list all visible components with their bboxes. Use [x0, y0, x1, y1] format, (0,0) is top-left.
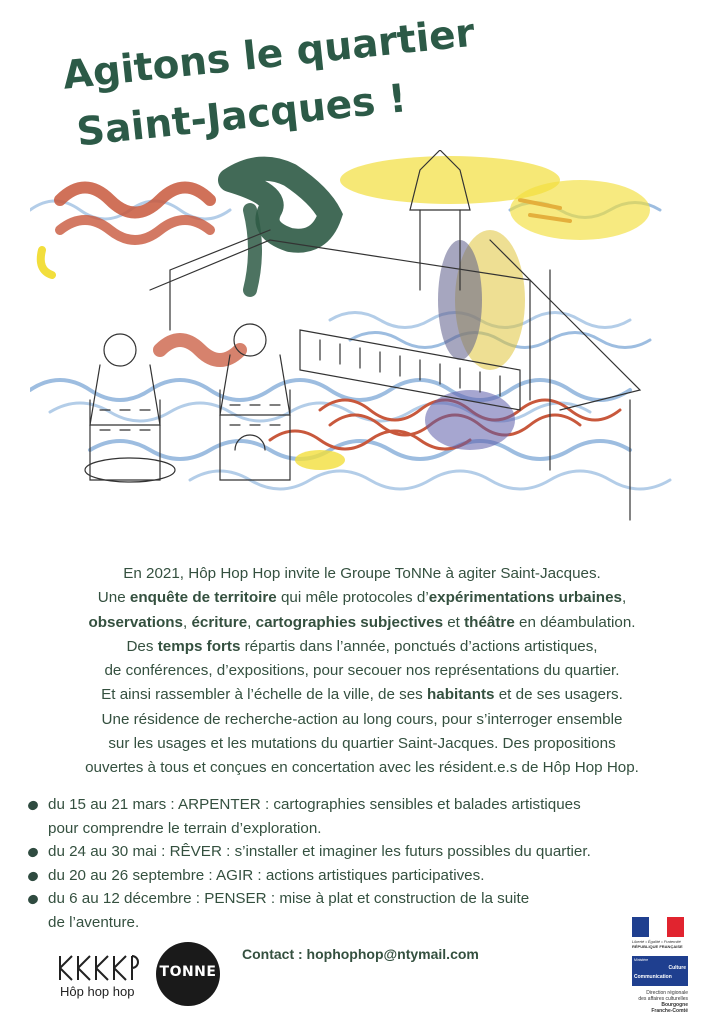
bullet-dot-icon: [27, 894, 39, 906]
intro-line: de conférences, d’expositions, pour secouer nos représentations du quartier.: [104, 662, 620, 680]
events-list: [24, 793, 704, 934]
tonne-logo-text: TONNE: [159, 964, 217, 980]
culture-label: Culture: [668, 965, 686, 971]
hophophop-caption: Hôp hop hop: [60, 984, 135, 999]
drac-line-3: Bourgogne: [661, 1002, 688, 1008]
bullet-dot-icon: [27, 847, 39, 859]
ministere-label: Ministère: [634, 958, 649, 962]
event-line: de l’aventure.: [48, 913, 140, 931]
event-line: du 24 au 30 mai : RÊVER : s’installer et imaginer les futurs possibles du quartier.: [48, 843, 591, 860]
event-line: du 20 au 26 septembre : AGIR : actions artistiques participatives.: [48, 866, 485, 884]
district-illustration: [30, 150, 694, 550]
title-line-1: Agitons le quartier: [60, 10, 477, 99]
intro-line: Et ainsi rassembler à l’échelle de la ville, de ses habitants et de ses usagers.: [101, 686, 623, 704]
drac-line-4: Franche-Comté: [651, 1008, 688, 1014]
contact-line: Contact : hophophop@ntymail.com: [242, 946, 479, 962]
drac-line-2: des affaires culturelles: [638, 996, 688, 1002]
tonne-logo: [156, 942, 220, 1006]
gov-motto: Liberté • Égalité • Fraternité: [632, 939, 681, 944]
event-line: du 6 au 12 décembre : PENSER : mise à plat et construction de la suite: [48, 890, 530, 907]
republique-francaise-logo: [632, 917, 688, 949]
event-item: [24, 864, 704, 888]
event-item: [24, 887, 704, 934]
title-line-2: Saint-Jacques !: [74, 76, 409, 156]
gov-name: RÉPUBLIQUE FRANÇAISE: [632, 944, 683, 949]
drac-line-1: Direction régionale: [646, 990, 688, 996]
intro-line: Des temps forts répartis dans l’année, ponctués d’actions artistiques,: [126, 637, 598, 655]
intro-text: [20, 562, 704, 781]
intro-line: En 2021, Hôp Hop Hop invite le Groupe ToNNe à agiter Saint-Jacques.: [123, 565, 601, 582]
intro-line: sur les usages et les mutations du quartier Saint-Jacques. Des propositions: [108, 735, 616, 753]
bullet-dot-icon: [27, 800, 39, 812]
intro-line: ouvertes à tous et conçues en concertation avec les résident.e.s de Hôp Hop Hop.: [85, 759, 639, 777]
ministere-culture-logo: [632, 956, 688, 986]
event-item: [24, 840, 704, 864]
intro-line: Une résidence de recherche-action au long cours, pour s’interroger ensemble: [101, 710, 623, 728]
intro-line: observations, écriture, cartographies subjectives et théâtre en déambulation.: [88, 613, 636, 631]
event-item: [24, 793, 704, 840]
hophophop-logo: [56, 952, 152, 1002]
hophophop-logo-mark: [56, 952, 148, 982]
bullet-dot-icon: [27, 870, 39, 882]
event-line: pour comprendre le terrain d’exploration.: [48, 819, 322, 837]
french-flag-icon: [632, 917, 684, 937]
communication-label: Communication: [634, 974, 672, 980]
intro-line: Une enquête de territoire qui mêle protocoles d’expérimentations urbaines,: [97, 589, 627, 607]
event-line: du 15 au 21 mars : ARPENTER : cartographies sensibles et balades artistiques: [48, 796, 581, 813]
poster-title: [60, 0, 549, 163]
drac-logo: [632, 990, 688, 1014]
